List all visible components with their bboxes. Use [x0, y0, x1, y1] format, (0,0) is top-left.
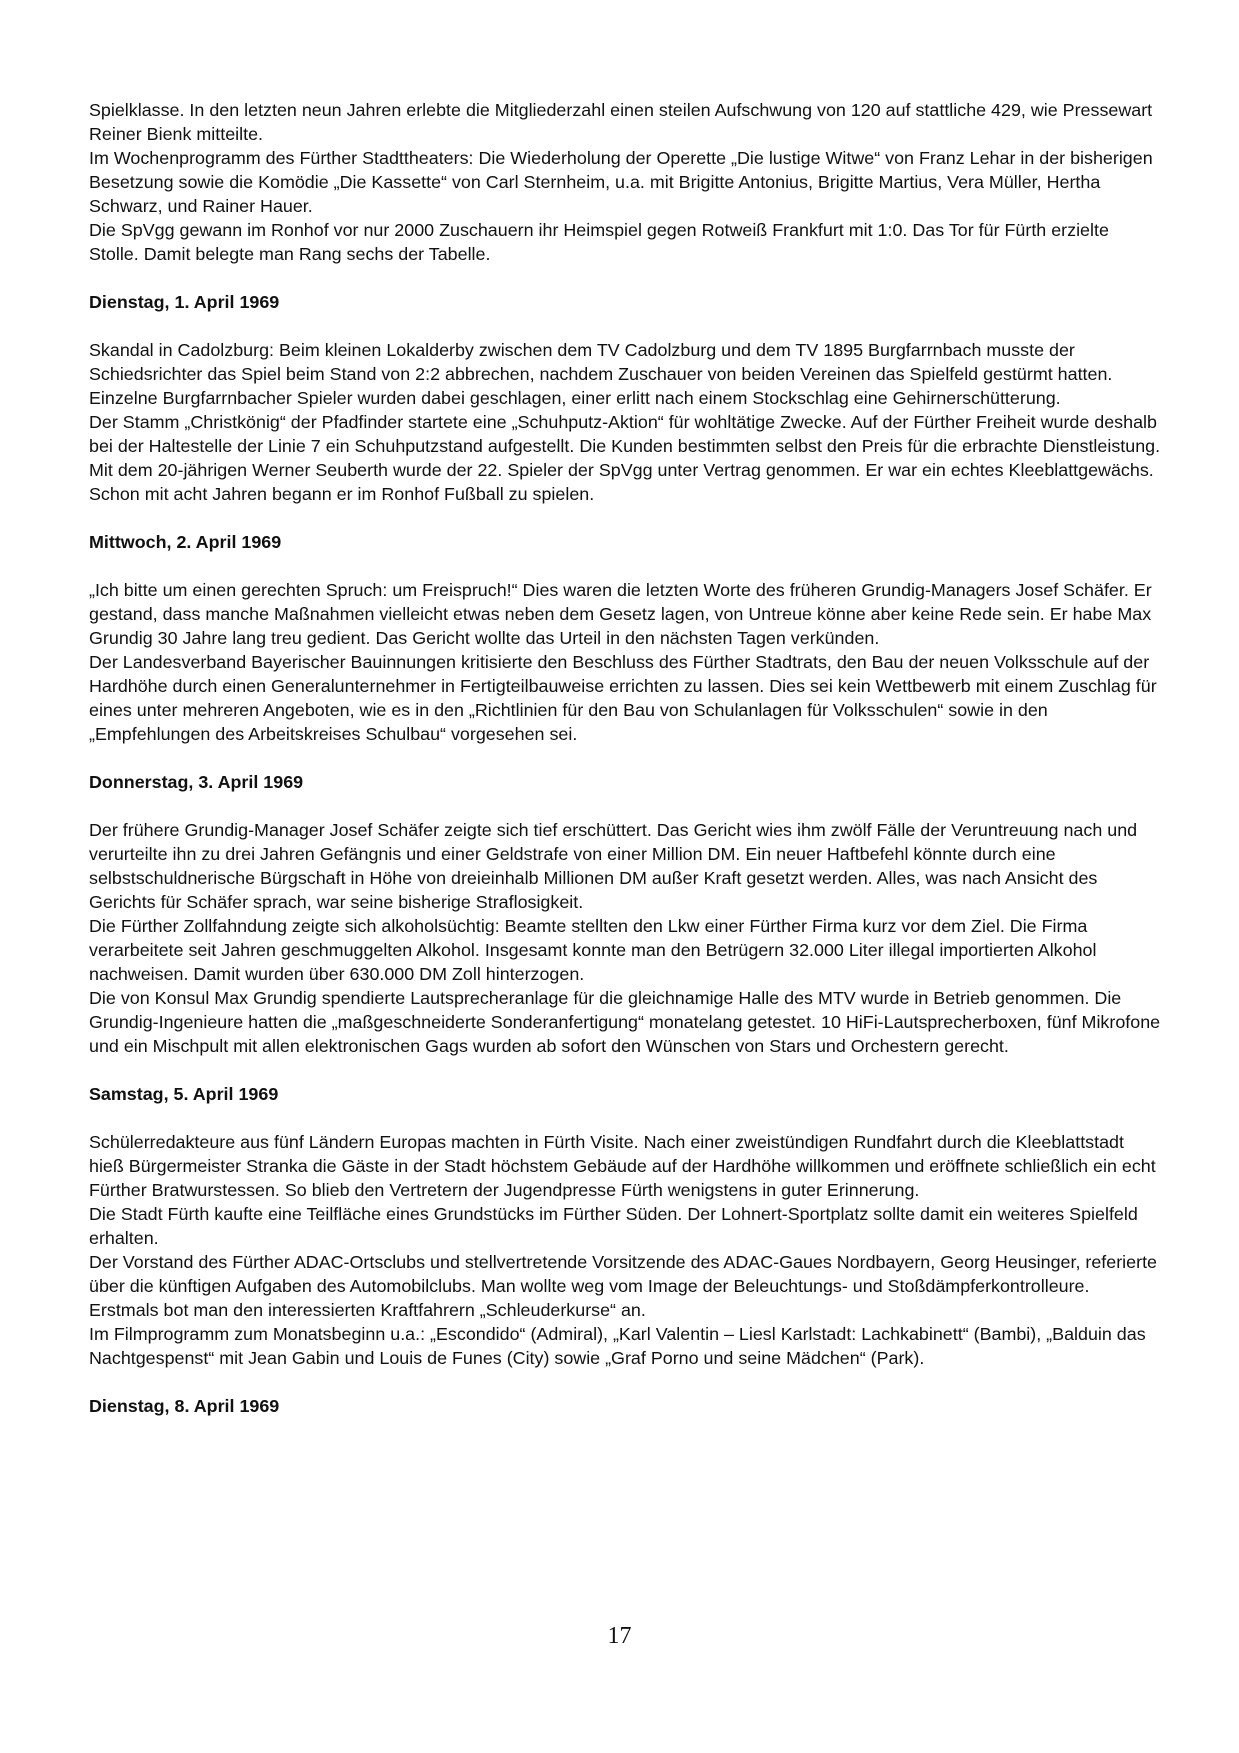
page-number: 17	[607, 1623, 632, 1649]
paragraph: Die Fürther Zollfahndung zeigte sich alkoholsüchtig: Beamte stellten den Lkw einer Fürther Firma kurz vor dem Ziel. Die Firma verarbeitete seit Jahren geschmuggelten Alkohol. Insgesamt konnte man den Betrügern 32.000 Liter illegal importierten Alkohol nachweisen. Damit wurden über 630.000 DM Zoll hinterzogen.	[89, 916, 1097, 984]
date-heading: Dienstag, 8. April 1969	[89, 1396, 280, 1416]
date-heading: Dienstag, 1. April 1969	[89, 292, 280, 312]
section-donnerstag-3-april	[89, 770, 1161, 1058]
paragraph: Im Filmprogramm zum Monatsbeginn u.a.: „Escondido“ (Admiral), „Karl Valentin – Liesl Karlstadt: Lachkabinett“ (Bambi), „Balduin das Nachtgespenst“ mit Jean Gabin und Louis de Funes (City) sowie „Graf Porno und seine Mädchen“ (Park).	[89, 1324, 1146, 1368]
document-page	[89, 98, 1161, 1442]
paragraph: Die von Konsul Max Grundig spendierte Lautsprecheranlage für die gleichnamige Halle des MTV wurde in Betrieb genommen. Die Grundig-Ingenieure hatten die „maßgeschneiderte Sonderanfertigung“ monatelang getestet. 10 HiFi-Lautsprecherboxen, fünf Mikrofone und ein Mischpult mit allen elektronischen Gags wurden ab sofort den Wünschen von Stars und Orchestern gerecht.	[89, 988, 1161, 1056]
date-heading: Donnerstag, 3. April 1969	[89, 772, 304, 792]
paragraph: Skandal in Cadolzburg: Beim kleinen Lokalderby zwischen dem TV Cadolzburg und dem TV 1895 Burgfarrnbach musste der Schiedsrichter das Spiel beim Stand von 2:2 abbrechen, nachdem Zuschauer von beiden Vereinen das Spielfeld gestürmt hatten. Einzelne Burgfarrnbacher Spieler wurden dabei geschlagen, einer erlitt nach einem Stockschlag eine Gehirnerschütterung.	[89, 340, 1113, 408]
paragraph: Schülerredakteure aus fünf Ländern Europas machten in Fürth Visite. Nach einer zweistündigen Rundfahrt durch die Kleeblattstadt hieß Bürgermeister Stranka die Gäste in der Stadt höchstem Gebäude auf der Hardhöhe willkommen und eröffnete schließlich ein echt Fürther Bratwurstessen. So blieb den Vertretern der Jugendpresse Fürth wenigstens in guter Erinnerung.	[89, 1132, 1156, 1200]
paragraph: Der frühere Grundig-Manager Josef Schäfer zeigte sich tief erschüttert. Das Gericht wies ihm zwölf Fälle der Veruntreuung nach und verurteilte ihn zu drei Jahren Gefängnis und einer Geldstrafe von einer Million DM. Ein neuer Haftbefehl könnte durch eine selbstschuldnerische Bürgschaft in Höhe von dreieinhalb Millionen DM außer Kraft gesetzt werden. Alles, was nach Ansicht des Gerichts für Schäfer sprach, war seine bisherige Straflosigkeit.	[89, 820, 1138, 912]
paragraph: Der Landesverband Bayerischer Bauinnungen kritisierte den Beschluss des Fürther Stadtrats, den Bau der neuen Volksschule auf der Hardhöhe durch einen Generalunternehmer in Fertigteilbauweise errichten zu lassen. Dies sei kein Wettbewerb mit einem Zuschlag für eines unter mehreren Angeboten, wie es in den „Richtlinien für den Bau von Schulanlagen für Volksschulen“ sowie in den „Empfehlungen des Arbeitskreises Schulbau“ vorgesehen sei.	[89, 652, 1157, 744]
section-samstag-5-april	[89, 1082, 1161, 1370]
section-intro	[89, 98, 1161, 266]
section-mittwoch-2-april	[89, 530, 1161, 746]
paragraph: Der Vorstand des Fürther ADAC-Ortsclubs und stellvertretende Vorsitzende des ADAC-Gaues Nordbayern, Georg Heusinger, referierte über die künftigen Aufgaben des Automobilclubs. Man wollte weg vom Image der Beleuchtungs- und Stoßdämpferkontrolleure. Erstmals bot man den interessierten Kraftfahrern „Schleuderkurse“ an.	[89, 1252, 1157, 1320]
paragraph: Die Stadt Fürth kaufte eine Teilfläche eines Grundstücks im Fürther Süden. Der Lohnert-Sportplatz sollte damit ein weiteres Spielfeld erhalten.	[89, 1204, 1138, 1248]
paragraph: Die SpVgg gewann im Ronhof vor nur 2000 Zuschauern ihr Heimspiel gegen Rotweiß Frankfurt mit 1:0. Das Tor für Fürth erzielte Stolle. Damit belegte man Rang sechs der Tabelle.	[89, 220, 1109, 264]
paragraph: Spielklasse. In den letzten neun Jahren erlebte die Mitgliederzahl einen steilen Aufschwung von 120 auf stattliche 429, wie Pressewart Reiner Bienk mitteilte.	[89, 100, 1153, 144]
paragraph: Der Stamm „Christkönig“ der Pfadfinder startete eine „Schuhputz-Aktion“ für wohltätige Zwecke. Auf der Fürther Freiheit wurde deshalb bei der Haltestelle der Linie 7 ein Schuhputzstand aufgestellt. Die Kunden bestimmten selbst den Preis für die erbrachte Dienstleistung.	[89, 412, 1161, 456]
paragraph: Mit dem 20-jährigen Werner Seuberth wurde der 22. Spieler der SpVgg unter Vertrag genommen. Er war ein echtes Kleeblattgewächs. Schon mit acht Jahren begann er im Ronhof Fußball zu spielen.	[89, 460, 1154, 504]
date-heading: Mittwoch, 2. April 1969	[89, 532, 282, 552]
section-dienstag-1-april	[89, 290, 1161, 506]
section-dienstag-8-april	[89, 1394, 1161, 1418]
date-heading: Samstag, 5. April 1969	[89, 1084, 279, 1104]
paragraph: Im Wochenprogramm des Fürther Stadttheaters: Die Wiederholung der Operette „Die lustige Witwe“ von Franz Lehar in der bisherigen Besetzung sowie die Komödie „Die Kassette“ von Carl Sternheim, u.a. mit Brigitte Antonius, Brigitte Martius, Vera Müller, Hertha Schwarz, und Rainer Hauer.	[89, 148, 1153, 216]
paragraph: „Ich bitte um einen gerechten Spruch: um Freispruch!“ Dies waren die letzten Worte des früheren Grundig-Managers Josef Schäfer. Er gestand, dass manche Maßnahmen vielleicht etwas neben dem Gesetz lagen, von Untreue könne aber keine Rede sein. Er habe Max Grundig 30 Jahre lang treu gedient. Das Gericht wollte das Urteil in den nächsten Tagen verkünden.	[89, 580, 1152, 648]
